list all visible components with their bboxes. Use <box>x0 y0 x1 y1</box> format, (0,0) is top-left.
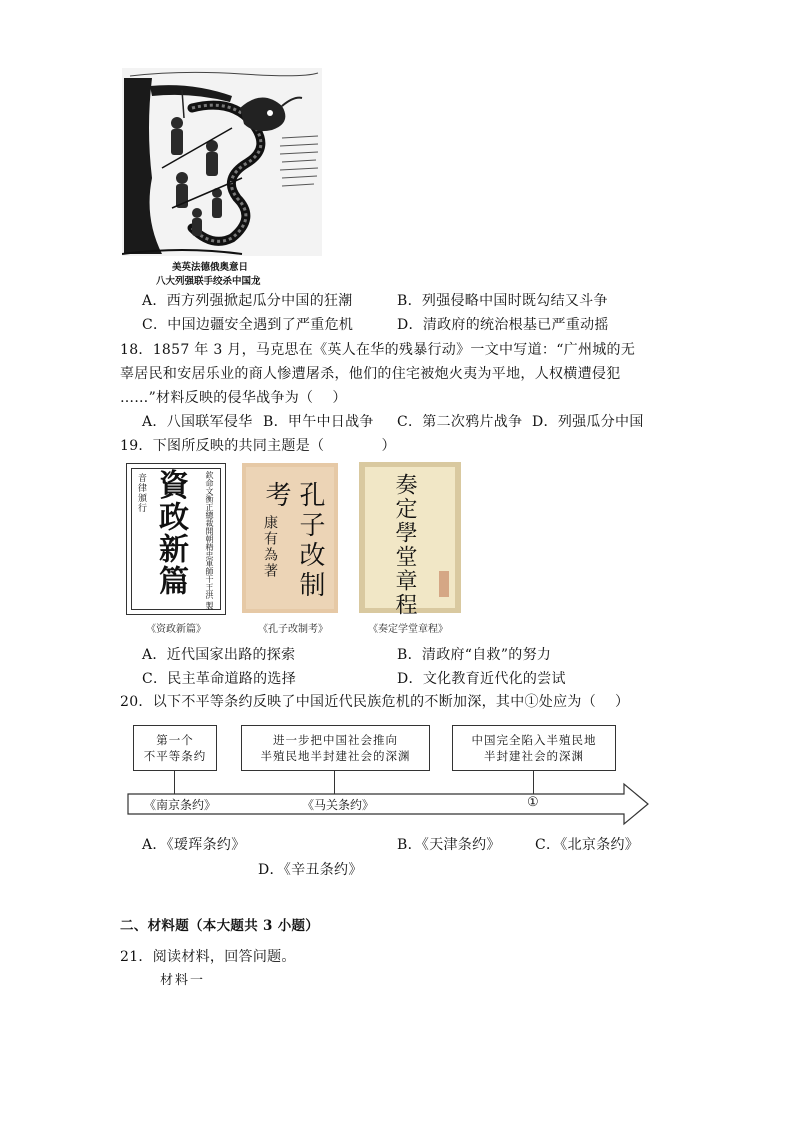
q20-option-c: C．《北京条约》 <box>535 837 640 853</box>
q20-stem: 20．以下不平等条约反映了中国近代民族危机的不断加深，其中①处应为（ ） <box>120 694 630 710</box>
book2-title: 孔子改制 <box>295 481 325 601</box>
box2-line2: 半殖民地半封建社会的深渊 <box>260 749 411 763</box>
q18-stem-line1: 18．1857 年 3 月，马克思在《英人在华的残暴行动》一文中写道：“广州城的无 <box>120 342 636 358</box>
q17-option-c: C．中国边疆安全遇到了严重危机 <box>142 317 354 333</box>
book1-side-left: 音律頒行 <box>136 473 146 513</box>
box3-line1: 中国完全陷入半殖民地 <box>471 733 597 747</box>
book-cover-zouding-xuetang-zhangcheng <box>359 462 461 617</box>
arrow-label-nanjing: 《南京条约》 <box>144 798 217 812</box>
box2-line1: 进一步把中国社会推向 <box>273 733 398 747</box>
book1-title: 資政新篇 <box>153 469 188 597</box>
seal-stamp <box>439 571 449 597</box>
book1-side-right: 欽命文衡正總裁開朝精忠軍師干王洪 製 <box>205 471 214 610</box>
arrow-label-maguan: 《马关条约》 <box>302 798 375 812</box>
q18-stem-line2: 辜居民和安居乐业的商人惨遭屠杀，他们的住宅被炮火夷为平地，人权横遭侵犯 <box>120 366 621 382</box>
q18-option-d: D．列强瓜分中国 <box>532 414 644 430</box>
q18-stem-line3: ……”材料反映的侵华战争为（ ） <box>120 390 347 406</box>
arrow-label-blank: ① <box>527 795 539 810</box>
q20-option-b: B．《天津条约》 <box>397 837 501 853</box>
q19-option-d: D．文化教育近代化的尝试 <box>397 671 566 687</box>
cartoon-caption-line1: 美英法德俄奥意日 <box>172 262 249 273</box>
q21-stem: 21．阅读材料，回答问题。 <box>120 949 296 965</box>
book2-title-right: 考 <box>261 481 291 507</box>
section2-heading: 二、材料题（本大题共 3 小题） <box>120 918 320 934</box>
q18-option-a: A．八国联军侵华 <box>142 414 253 430</box>
q18-option-c: C．第二次鸦片战争 <box>397 414 523 430</box>
q19-option-b: B．清政府“自救”的努力 <box>397 647 552 663</box>
box3-line2: 半封建社会的深渊 <box>484 749 584 763</box>
q17-option-b: B．列强侵略中国时既勾结又斗争 <box>397 293 608 309</box>
timeline-box-complete-fall <box>452 725 616 771</box>
q19-stem: 19．下图所反映的共同主题是（ ） <box>120 438 396 454</box>
q20-option-d: D．《辛丑条约》 <box>258 862 363 878</box>
material1-label: 材料一 <box>160 973 206 988</box>
box1-line2: 不平等条约 <box>143 749 207 763</box>
book-cover-zizheng-xinpian <box>126 463 226 615</box>
book2-caption: 《孔子改制考》 <box>258 624 328 635</box>
q20-option-a: A．《瑷珲条约》 <box>142 837 246 853</box>
book1-caption: 《资政新篇》 <box>146 624 206 635</box>
cartoon-image <box>122 68 322 256</box>
q19-option-c: C．民主革命道路的选择 <box>142 671 297 687</box>
q17-option-d: D．清政府的统治根基已严重动摇 <box>397 317 609 333</box>
cartoon-caption-line2: 八大列强联手绞杀中国龙 <box>156 276 261 287</box>
box1-line1: 第一个 <box>156 733 194 747</box>
q18-option-b: B．甲午中日战争 <box>263 414 374 430</box>
q17-option-a: A．西方列强掀起瓜分中国的狂潮 <box>142 293 353 309</box>
book3-caption: 《奏定学堂章程》 <box>368 624 448 635</box>
timeline-box-further-push <box>241 725 430 771</box>
book2-author: 康有為著 <box>262 515 278 579</box>
book3-title: 奏定學堂章程 <box>392 473 417 617</box>
timeline-box-first-treaty <box>133 725 217 771</box>
book-cover-kongzi-gaizhi-kao <box>242 463 338 613</box>
q19-option-a: A．近代国家出路的探索 <box>142 647 296 663</box>
